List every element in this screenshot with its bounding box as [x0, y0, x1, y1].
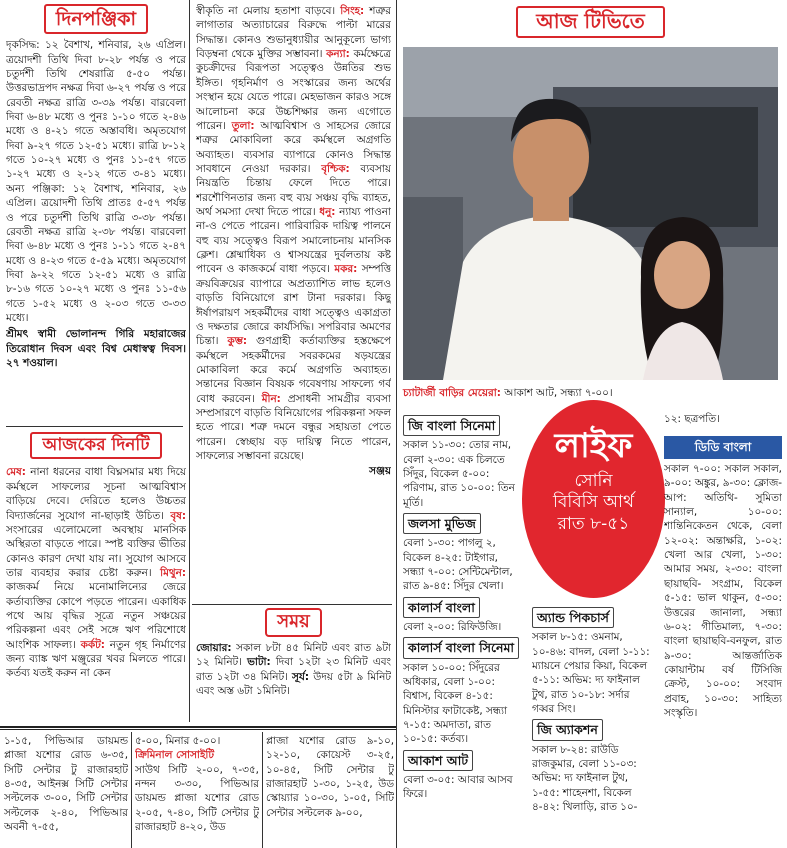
cinema-list: ৫-০০, মিনার ৫-০০। — [135, 735, 221, 747]
sign-text: নানা ধরনের বাধা বিঘ্নসমার মধ্য দিয়ে কর্মস্থলে সাফল্যের সূচনা আত্মবিশ্বাস বাড়িয়ে দেবে। দেরিতে হলেও উচ্চতর বিদ্যার্জনের সুযোগ না-ছাড়াই উচিত। — [6, 466, 186, 522]
rashi-signature: সঞ্জয় — [369, 464, 391, 477]
tv-photo — [403, 47, 778, 380]
sign-text: গুণগ্রাহী কর্তাব্যক্তির হস্তক্ষেপে কর্মস্থলে সহকর্মীদের সবরকমের ষড়যন্ত্রের মোকাবিলা করে কর্মে অগ্রগতি অব্যাহত। সন্তানের বিজ্ঞান বিষয়ক গবেষণায় সাফল্যে গর্ব বোধ করবেন। — [196, 335, 391, 405]
sign-text: ব্যবসায় নিয়ন্ত্রতি চিন্তায় ফেলে দিতে পারে। শরশৌণিনতার জন্য বহু ব্যয় সঞ্চয় বৃদ্ধি ব্যাহত, অর্থ সমস্যা দেখা দিতে পারে। — [196, 162, 391, 219]
sign-text: সম্পত্তি ক্রয়বিক্রয়ের ব্যাপারে অপ্রত্যাশিত লাভ হলেও বাড়তি বিনিয়োগে রাশ টানা দরকার। কিছু ঈর্ষাপরায়ণ সহকর্মীদের বাধা সত্ত্বেও একাগ্রতা ও দক্ষতার জোরে কার্যসিদ্ধি। সপরিবার অমণের চিন্তা। — [196, 263, 391, 348]
sign-text: প্রসাধনী সামগ্রীর ব্যবসা সম্প্রসারণে বাড়তি বিনিয়োগের পরিকল্পনা সফল হতে পারে। শত্রু দমনে বন্ধুর সহায়তা পেতে পারেন। স্বেচ্ছায় বড় দায়িত্ব নিতে পারেন, সাফল্যের সম্ভাবনা রয়েছে। — [196, 392, 391, 463]
divider — [192, 604, 392, 605]
tv-col-c — [664, 412, 782, 848]
dd-bangla-header: ডিডি বাংলা — [664, 436, 782, 459]
sign-label: মীন: — [261, 392, 281, 405]
rashi-intro: স্বীকৃতি না মেলায় হতাশা বাড়বে। — [196, 5, 336, 17]
samay-value: দিবা ১২টা ২৩ মিনিট এবং রাত ১২টা ৩৪ মিনিট। — [196, 656, 391, 683]
channel-name: কালার্স বাংলা — [403, 597, 480, 618]
channel-schedule: বেলা ৩-০৫: আবার আসব ফিরে। — [403, 774, 513, 801]
tv-caption — [403, 386, 778, 400]
samay-value: সকাল ৮টা ৪৫ মিনিট এবং রাত ৯টা ১২ মিনিট। — [196, 641, 391, 669]
tv-title: আজ টিভিতে — [516, 6, 664, 38]
channel-schedule: বেলা ২-০০: রিফিউজি। — [403, 620, 502, 633]
channel-block — [532, 719, 654, 814]
divider — [189, 0, 190, 722]
sign-text: কাজকর্ম নিয়ে মনোমালিন্যের জেরে কর্তাব্যক্তির কোপে পড়তে পারেন। একাধিক পথে আয় বৃদ্ধির সূত্রে নতুন সঞ্চয়ের পরিকল্পনা এবং সেই সঙ্গে ঋণ পরিশোধে আংশিক সাফল্য। — [6, 581, 186, 651]
sign-label: কুম্ভ: — [227, 335, 248, 348]
channel-block — [403, 750, 521, 802]
channel-name: জি অ্যাকশন — [532, 719, 603, 740]
channel-schedule: সকাল ৮-২৪: রাউডি রাজকুমার, বেলা ১১-০৩: অভিম: দ্য ফাইনাল টুথ, ১-৫৫: শাহেনশা, বিকেল ৪-৪২: খিলাড়ি, রাত ১০- — [532, 743, 638, 814]
bottom-col-3 — [266, 734, 394, 848]
sign-label: বৃষ: — [170, 509, 186, 522]
channel-block — [532, 607, 654, 716]
channel-schedule: সকাল ৭-০০: সকাল সকাল, ৯-০০: অঙ্কুর, ৯-৩০: ক্লোজ-আপ: অতিথি- সুমিতা সান্যাল, ১০-০০: শান্তিনিকেতন থেকে, বেলা ১২-০২: অন্তাক্ষরি, ১-০২: খেলা আর খেলা, ১-৩০: আমার সময়, ২-৩০: বাংলা ছায়াছবি- সংগ্রাম, বিকেল ৫-১৫: ভাল থাকুন, ৫-৩০: উত্তরের জানালা, সন্ধ্যা ৬-০২: গীতিমাল্য, ৭-৩০: বাংলা ছায়াছবি-বনফুল, রাত ৯-৩০: আন্তর্জাতিক কোয়ান্টাম বর্ষ টিসিজি ক্রেস্ট, ১০-০০: সংবাদ প্রবাহ, ১০-৩০: সাহিত্য সংস্কৃতি। — [664, 462, 782, 720]
actors-photo-icon — [403, 47, 778, 380]
sign-text: শত্রুর লাগাতার অত্যাচারের বিরুদ্ধে পাল্টা মারের সিদ্ধান্ত। কোনও শুভানুধ্যায়ীর আনুকূল্যে ভাগ্য বিড়ম্বনা থেকে মুক্তির সম্ভাবনা। — [196, 5, 391, 61]
caption-time: আকাশ আট, সন্ধ্যা ৭-০০। — [504, 387, 613, 399]
tv-col-a — [403, 412, 521, 848]
panjika-body: দৃকসিদ্ধ: ১২ বৈশাখ, শনিবার, ২৬ এপ্রিল। ত্রয়োদশী তিথি দিবা ৮-২৮ পর্যন্ত ও পরে চতুর্দশী তিথি শেষরাত্রি ৫-৫০ পর্যন্ত। উত্তরভাদ্রপদ নক্ষত্র দিবা ৬-২৭ পর্যন্ত ও পরে রেবতী নক্ষত্র রাত্রি ৩-৩৯ পর্যন্ত। বারবেলা দিবা ৬-৪৮ মধ্যে ও পুনঃ ১-১০ গতে ২-৪৬ মধ্যে ও ৪-২১ গতে অস্তাবধি। অমৃতযোগ দিবা ৯-২৭ গতে ১২-৫১ মধ্যে। রাত্রি ৮-১২ গতে ১০-২৭ মধ্যে ও পুনঃ ১১-৫৭ গতে ১-২৭ মধ্যে ও ২-১২ গতে ৩-৪১ মধ্যে। অন্য পঞ্জিকা: ১২ বৈশাখ, শনিবার, ২৬ এপ্রিল। ত্রয়োদশী তিথি প্রাতঃ ৫-৫৭ পর্যন্ত ও পরে চতুর্দশী তিথি রাত্রি ৩-৩৮ পর্যন্ত। রেবতী নক্ষত্র রাত্রি ২-৩৮ পর্যন্ত। বারবেলা দিবা ৬-৪৮ মধ্যে ও পুনঃ ১-১১ গতে ২-৪৭ মধ্যে ও ৪-২৩ গতে ৫-৫৯ মধ্যে। অমৃতযোগ দিবা ৯-২২ গতে ১২-৫১ মধ্যে ও রাত্রি ৮-১৬ গতে ১০-২৭ মধ্যে ও পুনঃ ১১-৫৬ গতে ১-৫২ মধ্যে ও ২-০৩ গতে ৩-৩৩ মধ্যে। — [6, 39, 186, 325]
sign-text: কর্মক্ষেত্রে কুচক্রীদের বিরূপতা সত্ত্বেও উন্নতির শুভ ইঙ্গিত। গৃহনির্মাণ ও সংস্কারের জন্য অর্থের সংস্থান হয়ে যেতে পারে। মেহভাজন কারও সঙ্গে আলোচনা করে উচ্চশিক্ষার জন্য এগোতে পারেন। — [196, 48, 391, 132]
tv-heading — [403, 6, 778, 38]
samay-title: সময় — [265, 608, 322, 637]
channel-name: জলসা মুভিজ — [403, 513, 481, 534]
samay-text — [196, 641, 391, 698]
samay-label: ভাটা: — [247, 656, 271, 669]
samay-label: জোয়ার: — [196, 641, 232, 654]
cinema-list: প্লাজা যশোর রোড ৯-১০, ১২-১০, কোয়েস্ট ৩-২৫, ১০-৪৫, সিটি সেন্টার টু রাজারহাট ১-৩০, ১-২৫, উড স্কোয়্যার ১০-৩০, ১-০৫, সিটি সেন্টার সল্টলেক ৯-০০, — [266, 735, 394, 819]
caption-show: চ্যাটার্জী বাড়ির মেয়েরা: — [403, 387, 501, 399]
panjika-title: দিনপঞ্জিকা — [44, 4, 148, 34]
sign-label: তুলা: — [231, 119, 255, 132]
film-title: ক্রিমিনাল সোসাইটি — [135, 749, 214, 762]
life-promo — [522, 400, 665, 598]
channel-name: আকাশ আট — [403, 750, 473, 771]
rashi-column — [196, 4, 391, 602]
samay-label: সূর্য: — [292, 670, 310, 683]
ajker-column — [6, 432, 186, 722]
channel-name: কালার্স বাংলা সিনেমা — [403, 637, 519, 658]
bottom-rule — [0, 726, 396, 730]
channel-block — [403, 513, 521, 594]
divider — [131, 732, 132, 848]
panjika-heading — [6, 4, 186, 34]
sign-label: সিংহ: — [340, 5, 365, 17]
channel-schedule: সকাল ১১-৩০: তোর নাম, বেলা ২-৩০: এক চিলতে সিঁদুর, বিকেল ৫-০০: পরিণাম, রাত ১০-০০: তিন মূর্তি। — [403, 439, 515, 509]
channel-schedule: ১২: ছত্রপতি। — [664, 413, 720, 425]
sign-label: কর্কট: — [80, 638, 105, 651]
bottom-col-1 — [4, 734, 128, 848]
sign-text: নতুন গৃহ নির্মাণের জন্য ব্যাঙ্ক ঋণ মঞ্জুরের খবর মিলতে পারে। কর্তব্য যতই করুন না কেন — [6, 638, 186, 680]
sign-text: সংসারের এলোমেলো অবস্থায় মানসিক অস্থিরতা বাড়তে পারে। স্পষ্ট ব্যক্তির ভীতির কোনও কারণ দেখা যায় না। সুযোগ আসবে তার ব্যবহার করার চেষ্টা করুন। — [6, 523, 186, 579]
sign-label: কন্যা: — [326, 48, 350, 61]
panjika-column — [6, 4, 186, 424]
channel-block — [403, 415, 521, 510]
divider — [6, 426, 183, 427]
ajker-title: আজকের দিনটি — [30, 432, 161, 459]
ajker-text — [6, 465, 186, 680]
channel-block — [403, 637, 521, 746]
channel-schedule: বেলা ১-৩০: পাগলু ২, বিকেল ৪-২৫: টাইগার, সন্ধ্যা ৭-০০: সেন্টিমেন্টাল, রাত ৯-৪৫: সিঁদুর খেলা। — [403, 537, 513, 593]
life-channel: সোনি — [574, 471, 613, 492]
channel-schedule: সকাল ১০-০০: সিঁদুরের অধিকার, বেলা ১-০০: বিশ্বাস, বিকেল ৪-১৫: মিনিস্টার ফাটাকেষ্ট, সন্ধ্যা ৭-১৫: অমদাতা, রাত ১০-১৫: কর্তব্য। — [403, 661, 508, 746]
life-network: বিবিসি আর্থ — [553, 491, 634, 512]
sign-label: মিথুন: — [160, 566, 186, 579]
sign-label: মেষ: — [6, 466, 26, 479]
bottom-col-2 — [135, 734, 259, 848]
life-title: লাইফ — [554, 426, 633, 466]
divider — [262, 732, 263, 848]
cinema-list: সাউথ সিটি ২-০০, ৭-৩৫, নন্দন ৩-৩০, পিভিআর ডায়মন্ড প্লাজা যশোর রোড ২-০৫, ৭-৪০, সিটি সেন্টার টু রাজারহাট ৪-২০, উড — [135, 763, 259, 834]
ajker-heading — [6, 432, 186, 459]
cinema-list: ১-১৫, পিভিআর ডায়মন্ড প্লাজা যশোর রোড ৬-৩৫, সিটি সেন্টার টু রাজারহাট ৪-৩৫, আইনক্স সিটি সেন্টার সল্টলেক ৩-০০, সিটি সেন্টার সল্টলেক ২-৪০, পিভিআর অবনী ৭-৫৫, — [4, 735, 128, 834]
channel-name: জি বাংলা সিনেমা — [403, 415, 500, 436]
sign-text: ন্যায্য পাওনা না-ও পেতে পারেন। পারিবারিক দায়িত্ব পালনে বহু ব্যয় সত্ত্বেও বিরূপ সমালোচনায় মানসিক ক্লেশ। শ্লেষ্মাধিক্য ও শ্বাসযন্ত্রের দুর্বলতায় কষ্ট পাবেন ও কাজকর্মে বাধা পড়বে। — [196, 206, 391, 276]
panjika-footer: শ্রীমৎ স্বামী ভোলানন্দ গিরি মহারাজের তিরোধান দিবস এবং বিশ্ব মেধাস্বত্ব দিবস। ২৭ শওয়াল। — [6, 328, 186, 370]
tv-col-b — [532, 604, 654, 848]
channel-block — [403, 597, 521, 635]
life-time: রাত ৮-৫১ — [557, 514, 630, 535]
sign-label: মকর: — [334, 263, 358, 276]
samay-value: উদয় ৫টা ৯ মিনিট এবং অস্ত ৬টা ১মিনিট। — [196, 670, 391, 697]
channel-name: অ্যান্ড পিকচার্স — [532, 607, 614, 628]
samay-column — [196, 608, 391, 722]
divider — [396, 0, 397, 848]
sign-label: ধনু: — [319, 206, 336, 219]
channel-schedule: সকাল ৮-১৫: ওমনাম, ১০-৪৬: বাদল, বেলা ১-১১: ম্যায়নে পেয়ার কিয়া, বিকেল ৫-১১: অভিম: দ্য ফাইনাল টুথ, রাত ১০-১৮: সর্দার গব্বর সিং। — [532, 631, 650, 716]
sign-label: বৃশ্চিক: — [321, 162, 350, 175]
samay-heading — [196, 608, 391, 637]
rashi-text — [196, 4, 391, 464]
sign-text: আত্মবিশ্বাস ও সাহসের জোরে শত্রুর মোকাবিলা করে কর্মস্থলে অগ্রগতি অব্যাহত। ব্যবসার ব্যাপারে কোনও সিদ্ধান্ত সাবধানে নেওয়া দরকার। — [196, 119, 391, 175]
